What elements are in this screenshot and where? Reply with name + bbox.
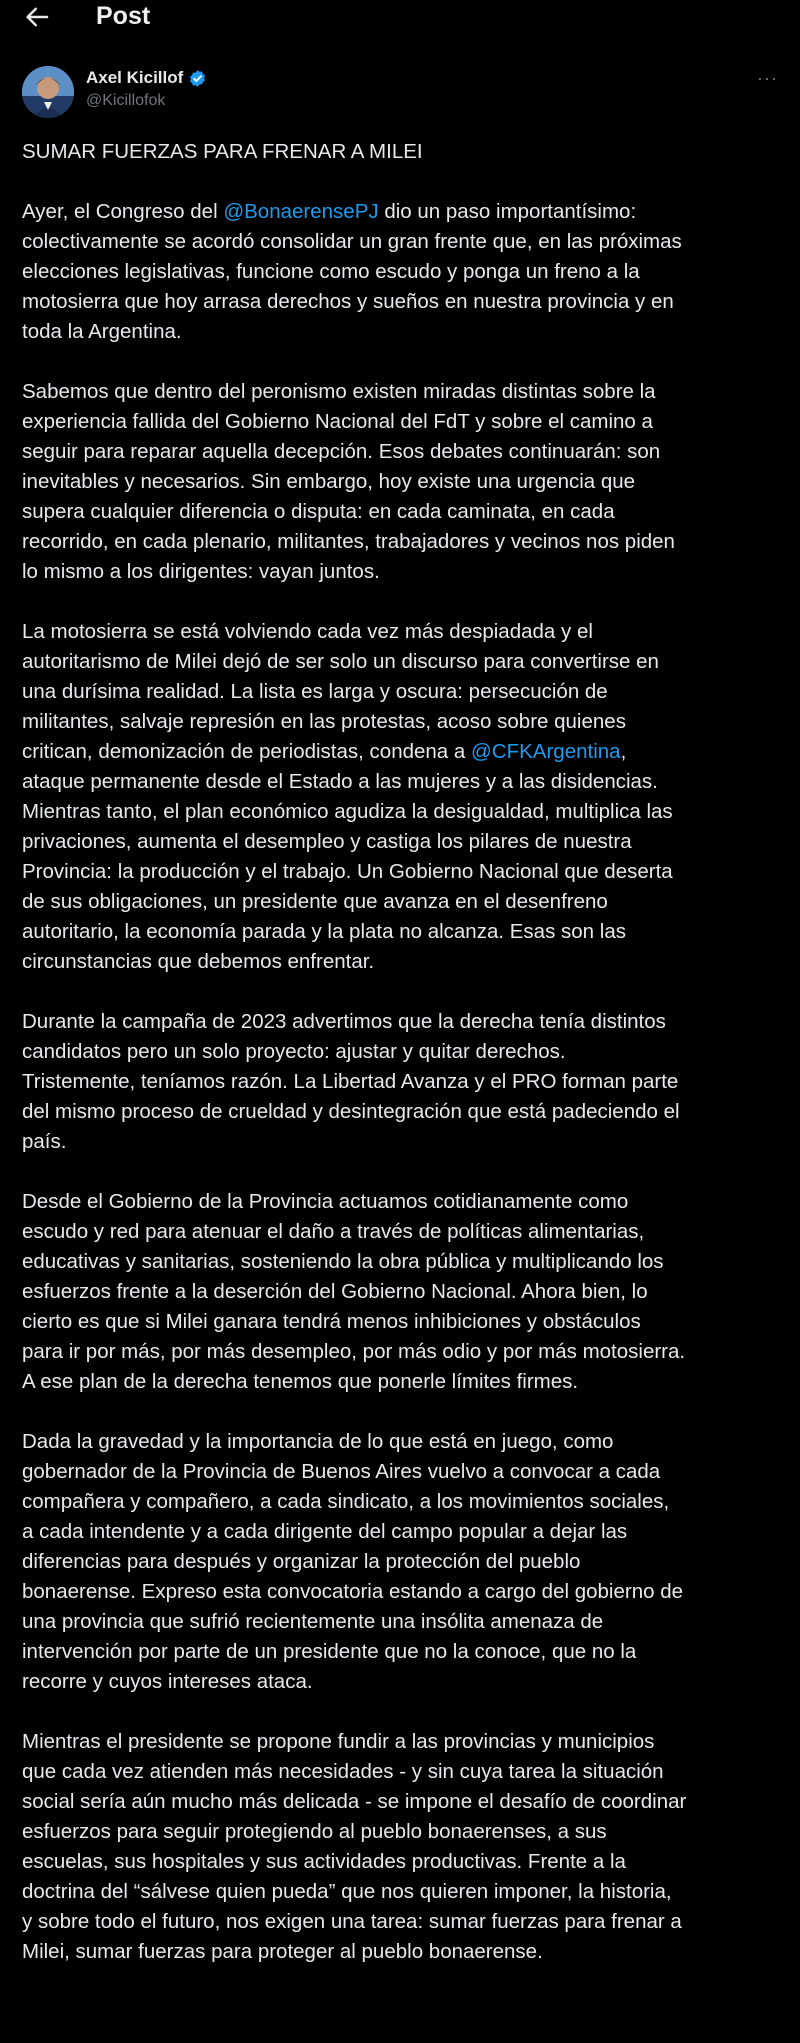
page-title: Post	[96, 2, 151, 30]
paragraph-text: , ataque permanente desde el Estado a las mujeres y a las disidencias. Mientras tanto, el plan económico agudiza la desigualdad, multiplica las privaciones, aumenta el desempleo y castiga los pilares de nuestra Provincia: la producción y el trabajo. Un Gobierno Nacional que deserta de sus obligaciones, un presidente que avanza en el desenfreno autoritario, la economía parada y la plata no alcanza. Esas son las circunstancias que debemos enfrentar.	[22, 740, 673, 973]
post-paragraph-6: Dada la gravedad y la importancia de lo que está en juego, como gobernador de la Provincia de Buenos Aires vuelvo a convocar a cada compañera y compañero, a cada sindicato, a los movimientos sociales, a cada intendente y a cada dirigente del campo popular a dejar las diferencias para después y organizar la protección del pueblo bonaerense. Expreso esta convocatoria estando a cargo del gobierno de una provincia que sufrió recientemente una insólita amenaza de intervención por parte de un presidente que no la conoce, que no la recorre y cuyos intereses ataca.	[22, 1430, 684, 1693]
author-name-row	[86, 68, 207, 88]
paragraph-text: La motosierra se está volviendo cada vez más despiadada y el autoritarismo de Milei dejó de ser solo un discurso para convertirse en una durísima realidad. La lista es larga y oscura: persecución de militantes, salvaje represión en las protestas, acoso sobre quienes critican, demonización de periodistas, condena a	[22, 620, 659, 763]
post-header	[0, 0, 800, 36]
post-body	[22, 137, 782, 1997]
arrow-left-icon	[22, 2, 52, 32]
paragraph-text: dio un paso importantísimo: colectivamente se acordó consolidar un gran frente que, en las próximas elecciones legislativas, funcione como escudo y ponga un freno a la motosierra que hoy arrasa derechos y sueños en nuestra provincia y en toda la Argentina.	[22, 200, 682, 343]
post-paragraph-2: Sabemos que dentro del peronismo existen miradas distintas sobre la experiencia fallida del Gobierno Nacional del FdT y sobre el camino a seguir para reparar aquella decepción. Esos debates continuarán: son inevitables y necesarios. Sin embargo, hoy existe una urgencia que supera cualquier diferencia o disputa: en cada caminata, en cada recorrido, en cada plenario, militantes, trabajadores y vecinos nos piden lo mismo a los dirigentes: vayan juntos.	[22, 380, 675, 583]
author-handle[interactable]: @Kicillofok	[86, 92, 166, 109]
more-options-button[interactable]: ···	[757, 68, 778, 88]
post-paragraph-3	[22, 617, 782, 977]
author-row	[22, 66, 778, 118]
post-paragraph-4: Durante la campaña de 2023 advertimos que la derecha tenía distintos candidatos pero un solo proyecto: ajustar y quitar derechos. Tristemente, teníamos razón. La Libertad Avanza y el PRO forman parte del mismo proceso de crueldad y desintegración que está padeciendo el país.	[22, 1010, 680, 1153]
mention-link-bonaerensepj[interactable]: @BonaerensePJ	[223, 200, 379, 223]
verified-badge-icon	[188, 69, 207, 88]
post-paragraph-5: Desde el Gobierno de la Provincia actuamos cotidianamente como escudo y red para atenuar el daño a través de políticas alimentarias, educativas y sanitarias, sosteniendo la obra pública y multiplicando los esfuerzos frente a la deserción del Gobierno Nacional. Ahora bien, lo cierto es que si Milei ganara tendrá menos inhibiciones y obstáculos para ir por más, por más desempleo, por más odio y por más motosierra. A ese plan de la derecha tenemos que ponerle límites firmes.	[22, 1190, 686, 1393]
post-paragraph-1	[22, 197, 782, 347]
back-button[interactable]	[22, 2, 52, 32]
post-paragraph-7: Mientras el presidente se propone fundir a las provincias y municipios que cada vez atienden más necesidades - y sin cuya tarea la situación social sería aún mucho más delicada - se impone el desafío de coordinar esfuerzos para seguir protegiendo al pueblo bonaerenses, a sus escuelas, sus hospitales y sus actividades productivas. Frente a la doctrina del “sálvese quien pueda” que nos quieren imponer, la historia, y sobre todo el futuro, nos exigen una tarea: sumar fuerzas para frenar a Milei, sumar fuerzas para proteger al pueblo bonaerense.	[22, 1730, 687, 1963]
avatar[interactable]	[22, 66, 74, 118]
paragraph-text: Ayer, el Congreso del	[22, 200, 224, 223]
mention-link-cfkargentina[interactable]: @CFKArgentina	[471, 740, 621, 763]
author-name[interactable]: Axel Kicillof	[86, 68, 184, 87]
post-title: SUMAR FUERZAS PARA FRENAR A MILEI	[22, 140, 423, 163]
